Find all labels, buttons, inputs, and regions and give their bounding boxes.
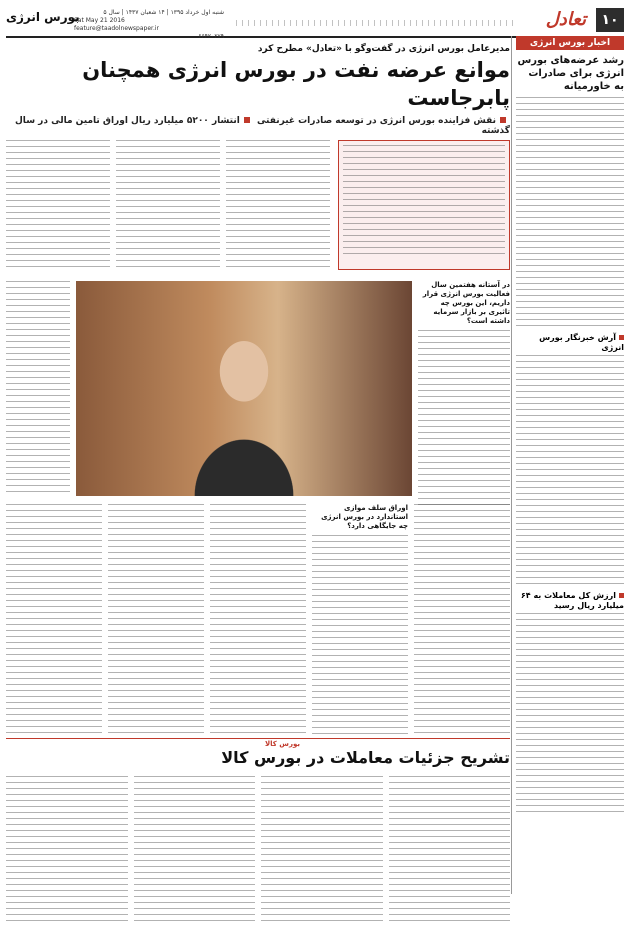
second-article-columns [6,776,510,894]
section-label: بورس کالا [264,740,300,748]
article-subheads: نقش فزاینده بورس انرژی در توسعه صادرات غیرنفتی انتشار ۵۲۰۰ میلیارد ریال اوراق تامین مالی در سال گذشته [15,116,510,136]
article-columns [6,140,330,270]
portrait-photo [76,281,412,496]
qa-column [418,281,510,510]
sidebar [511,36,624,894]
sidebar-news-heading: آرش خبرنگار بورس انرژی [539,333,624,352]
left-column [6,281,70,496]
sidebar-text [516,97,624,327]
sidebar-title: رشد عرضه‌های بورس انرژی برای صادرات به خاورمیانه [517,55,624,92]
newspaper-logo: تعادل [545,9,586,30]
sidebar-news-heading-2: ارزش کل معاملات به ۶۴ میلیارد ریال رسید [520,591,624,610]
sidebar-text-2 [516,355,624,585]
sidebar-text-3 [516,613,624,813]
header-meta: شنبه اول خرداد ۱۳۹۵ | ۱۴ شعبان ۱۴۳۷ | سال ۵ Sat May 21 2016 feature@taadolnewspaper.ir ۶۶۴۲۰۲۷۹ [74,9,224,40]
article-kicker: مدیرعامل بورس انرژی در گفت‌وگو با «تعادل» مطرح کرد [257,44,510,54]
lead-box [338,140,510,270]
page-number: ۱۰ [596,8,624,32]
header-ornament [236,20,514,26]
article-headline: موانع عرضه نفت در بورس انرژی همچنان پابرجاست [82,58,510,110]
question: در آستانه هفتمین سال فعالیت بورس انرژی قرار داریم، این بورس چه تاثیری بر بازار سرمایه داشته است؟ [422,281,510,325]
main-article [6,36,510,894]
sidebar-tab: اخبار بورس انرژی [516,36,624,50]
question-2: اوراق سلف موازی استاندارد در بورس انرژی چه جایگاهی دارد؟ [321,504,408,530]
body-columns [6,504,510,734]
page-header [6,6,624,38]
second-headline: تشریح جزئیات معاملات در بورس کالا [221,748,510,767]
section-title: بورس انرژی [6,10,80,24]
